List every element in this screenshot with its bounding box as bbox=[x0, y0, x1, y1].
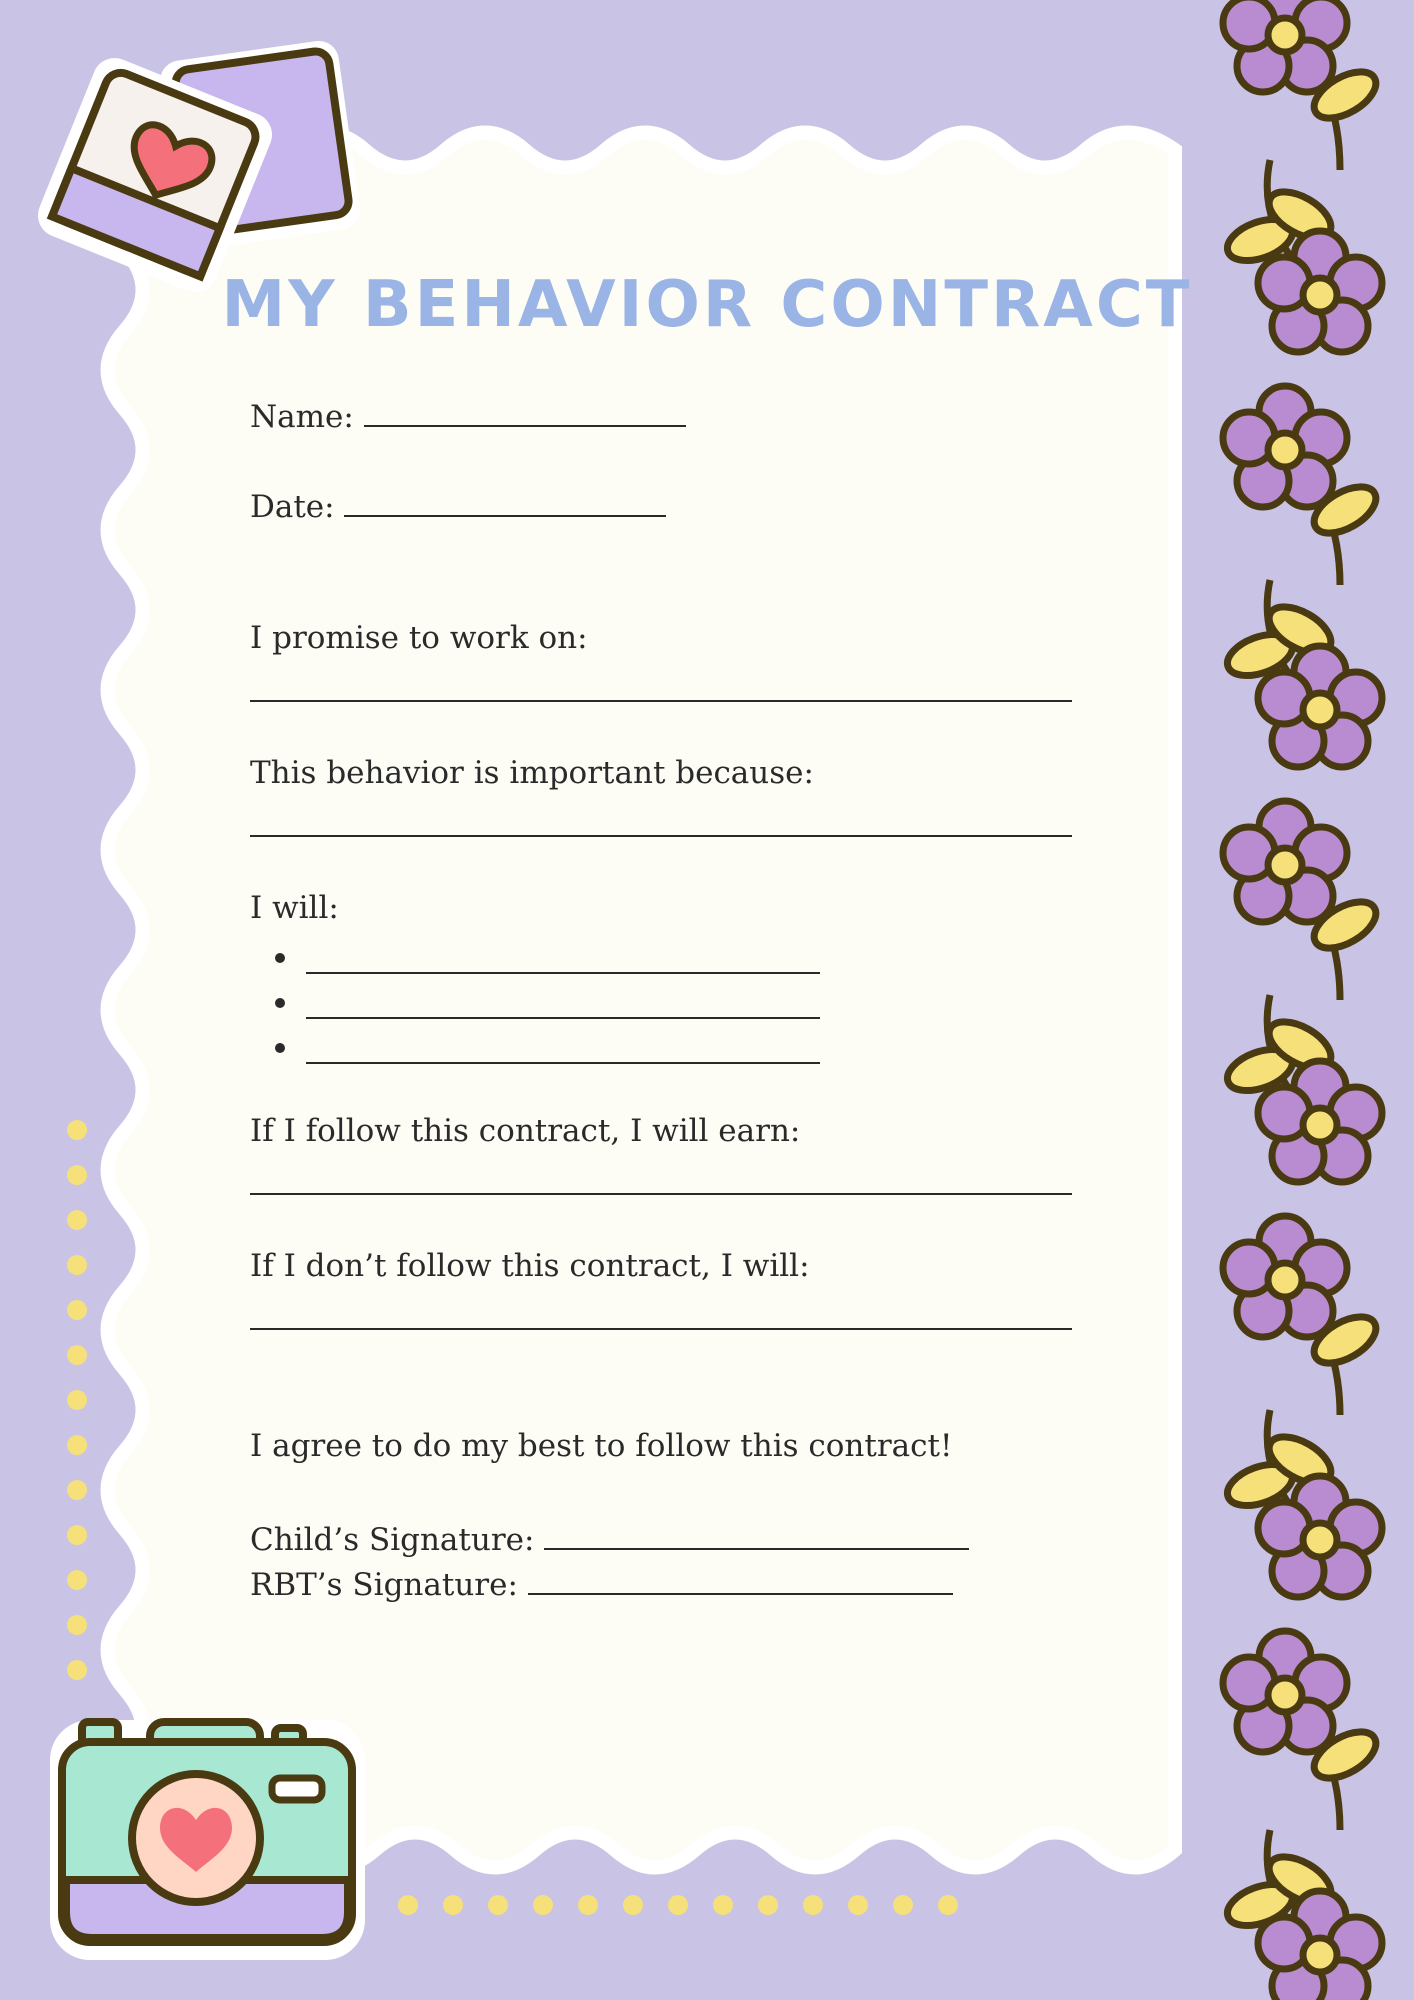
flower-icon bbox=[1223, 0, 1347, 92]
flower-icon bbox=[1223, 801, 1347, 922]
camera-icon bbox=[50, 1720, 365, 1960]
will-blank-1[interactable] bbox=[306, 972, 820, 974]
child-signature-field[interactable] bbox=[250, 1518, 969, 1558]
promise-label: I promise to work on: bbox=[250, 620, 588, 656]
important-label: This behavior is important because: bbox=[250, 755, 814, 791]
agreement-text: I agree to do my best to follow this contract! bbox=[250, 1428, 953, 1464]
child-signature-label: Child’s Signature: bbox=[250, 1522, 535, 1558]
consequence-blank[interactable] bbox=[250, 1328, 1072, 1330]
will-blank-3[interactable] bbox=[306, 1062, 820, 1064]
name-blank[interactable] bbox=[364, 395, 686, 427]
will-label: I will: bbox=[250, 890, 339, 926]
date-blank[interactable] bbox=[344, 485, 666, 517]
rbt-signature-label: RBT’s Signature: bbox=[250, 1567, 518, 1603]
flower-icon bbox=[1223, 386, 1347, 507]
paper-sheet bbox=[108, 133, 1176, 1868]
date-field[interactable] bbox=[250, 485, 666, 525]
name-label: Name: bbox=[250, 399, 354, 435]
flower-icon bbox=[1223, 1216, 1347, 1337]
earn-label: If I follow this contract, I will earn: bbox=[250, 1113, 801, 1149]
name-field[interactable] bbox=[250, 395, 686, 435]
page-title: MY BEHAVIOR CONTRACT bbox=[221, 268, 1193, 342]
bullet-dot bbox=[275, 953, 285, 963]
rbt-signature-field[interactable] bbox=[250, 1563, 953, 1603]
flower-icon bbox=[1223, 1631, 1347, 1752]
consequence-label: If I don’t follow this contract, I will: bbox=[250, 1248, 810, 1284]
important-blank[interactable] bbox=[250, 835, 1072, 837]
bullet-dot bbox=[275, 1043, 285, 1053]
will-blank-2[interactable] bbox=[306, 1017, 820, 1019]
rbt-signature-blank[interactable] bbox=[528, 1563, 953, 1595]
child-signature-blank[interactable] bbox=[544, 1518, 969, 1550]
earn-blank[interactable] bbox=[250, 1193, 1072, 1195]
date-label: Date: bbox=[250, 489, 335, 525]
bullet-dot bbox=[275, 998, 285, 1008]
promise-blank[interactable] bbox=[250, 700, 1072, 702]
